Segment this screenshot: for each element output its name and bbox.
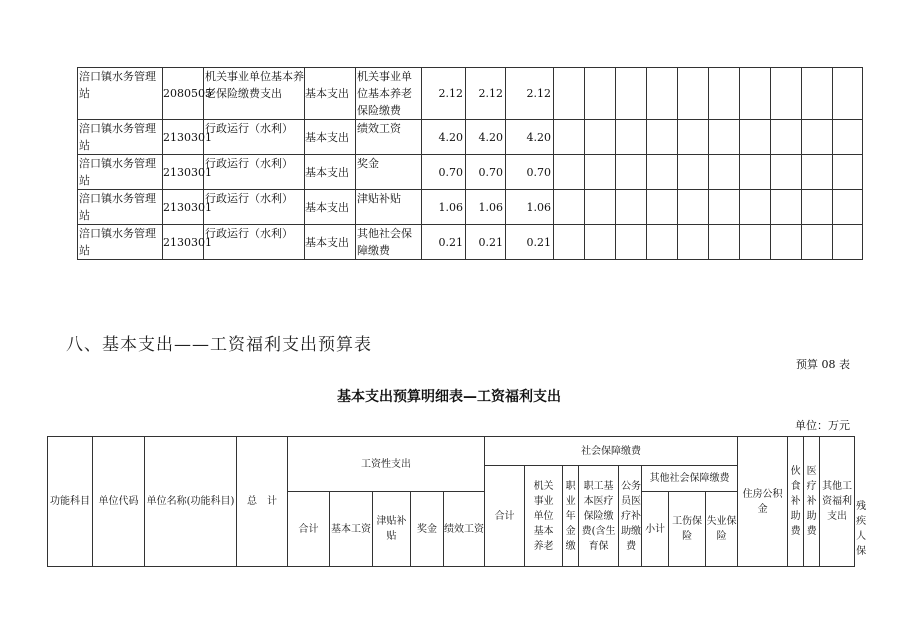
empty-cell (802, 155, 833, 190)
empty-cell (740, 155, 771, 190)
amount-subtotal-cell: 4.20 (466, 120, 506, 155)
amount-detail-cell: 0.21 (506, 225, 554, 260)
header-wage-total: 合计 (288, 492, 330, 567)
code-cell: 2080505 (163, 68, 204, 120)
empty-cell (833, 68, 863, 120)
empty-cell (740, 190, 771, 225)
header-total: 总 计 (237, 437, 288, 567)
header-meal: 伙食补助费 (788, 437, 804, 567)
empty-cell (647, 190, 678, 225)
empty-cell (678, 120, 709, 155)
table-row (78, 155, 863, 190)
empty-cell (802, 120, 833, 155)
empty-cell (678, 225, 709, 260)
amount-subtotal-cell: 0.21 (466, 225, 506, 260)
empty-cell (802, 68, 833, 120)
empty-cell (709, 225, 740, 260)
code-cell: 2130301 (163, 120, 204, 155)
header-civil-medical: 公务员医疗补助缴费 (619, 466, 642, 567)
header-func-subject: 功能科目 (48, 437, 93, 567)
empty-cell (771, 120, 802, 155)
empty-cell (554, 190, 585, 225)
empty-cell (833, 155, 863, 190)
empty-cell (771, 190, 802, 225)
amount-detail-cell: 0.70 (506, 155, 554, 190)
empty-cell (585, 190, 616, 225)
empty-cell (616, 68, 647, 120)
header-unit-code: 单位代码 (93, 437, 145, 567)
empty-cell (616, 155, 647, 190)
header-pension: 机关事业单位基本养老 (525, 466, 563, 567)
empty-cell (678, 155, 709, 190)
empty-cell (585, 225, 616, 260)
empty-cell (740, 225, 771, 260)
header-social-total: 合计 (485, 466, 525, 567)
header-merit: 绩效工资 (444, 492, 485, 567)
amount-total-cell: 0.21 (422, 225, 466, 260)
header-injury: 工伤保险 (669, 492, 706, 567)
amount-detail-cell: 4.20 (506, 120, 554, 155)
header-bonus: 奖金 (411, 492, 444, 567)
header-other-social: 其他社会保障缴费 (642, 466, 738, 492)
header-unemployment: 失业保险 (706, 492, 738, 567)
empty-cell (709, 190, 740, 225)
empty-cell (833, 120, 863, 155)
empty-cell (554, 155, 585, 190)
func-name-cell: 行政运行（水利） (204, 225, 305, 260)
table-title: 基本支出预算明细表—工资福利支出 (337, 389, 561, 405)
empty-cell (802, 225, 833, 260)
unit-name-cell: 涪口镇水务管理站 (78, 155, 163, 190)
func-name-cell: 行政运行（水利） (204, 120, 305, 155)
category-cell: 基本支出 (305, 155, 356, 190)
empty-cell (678, 68, 709, 120)
empty-cell (709, 68, 740, 120)
empty-cell (771, 155, 802, 190)
table-row (78, 225, 863, 260)
section-title: 八、基本支出——工资福利支出预算表 (66, 335, 372, 355)
wage-welfare-header-table: 功能科目 单位代码 单位名称(功能科目) 总 计 工资性支出 社会保障缴费 住房公积金 伙食补助费 医疗补助费 其他工资福利支出 合计 机关事业单位基本养老 职业年金缴 职工基本医疗保险缴费(含生育保 公务员医疗补助缴费 其他社会保障缴费 合计 基本工资 津贴补贴 奖金 绩效工资 小计 工伤保险 失业保险 残疾人保 (47, 436, 855, 567)
table-number: 预算 08 表 (796, 358, 850, 371)
func-name-cell: 行政运行（水利） (204, 190, 305, 225)
table-row (78, 68, 863, 120)
empty-cell (709, 120, 740, 155)
header-medical: 医疗补助费 (804, 437, 820, 567)
empty-cell (647, 155, 678, 190)
header-social: 社会保障缴费 (485, 437, 738, 466)
amount-total-cell: 4.20 (422, 120, 466, 155)
header-subtotal: 小计 (642, 492, 669, 567)
empty-cell (554, 68, 585, 120)
empty-cell (647, 225, 678, 260)
empty-cell (585, 155, 616, 190)
expenditure-detail-table (77, 67, 863, 260)
table-row (78, 190, 863, 225)
func-name-cell: 行政运行（水利） (204, 155, 305, 190)
unit-name-cell: 涪口镇水务管理站 (78, 190, 163, 225)
empty-cell (585, 120, 616, 155)
amount-total-cell: 2.12 (422, 68, 466, 120)
item-cell: 其他社会保障缴费 (356, 225, 422, 260)
code-cell: 2130301 (163, 155, 204, 190)
unit-name-cell: 涪口镇水务管理站 (78, 225, 163, 260)
empty-cell (740, 120, 771, 155)
header-annuity: 职业年金缴 (563, 466, 579, 567)
table-row (78, 120, 863, 155)
header-wage: 工资性支出 (288, 437, 485, 492)
amount-subtotal-cell: 2.12 (466, 68, 506, 120)
empty-cell (647, 120, 678, 155)
empty-cell (616, 190, 647, 225)
code-cell: 2130301 (163, 225, 204, 260)
code-cell: 2130301 (163, 190, 204, 225)
empty-cell (554, 120, 585, 155)
header-medical-ins: 职工基本医疗保险缴费(含生育保 (579, 466, 619, 567)
amount-detail-cell: 2.12 (506, 68, 554, 120)
empty-cell (802, 190, 833, 225)
item-cell: 奖金 (356, 155, 422, 190)
empty-cell (771, 68, 802, 120)
amount-subtotal-cell: 0.70 (466, 155, 506, 190)
unit-name-cell: 涪口镇水务管理站 (78, 68, 163, 120)
empty-cell (554, 225, 585, 260)
category-cell: 基本支出 (305, 120, 356, 155)
empty-cell (616, 120, 647, 155)
amount-detail-cell: 1.06 (506, 190, 554, 225)
empty-cell (647, 68, 678, 120)
func-name-cell: 机关事业单位基本养老保险缴费支出 (204, 68, 305, 120)
category-cell: 基本支出 (305, 68, 356, 120)
item-cell: 绩效工资 (356, 120, 422, 155)
category-cell: 基本支出 (305, 225, 356, 260)
empty-cell (678, 190, 709, 225)
empty-cell (585, 68, 616, 120)
unit-label: 单位：万元 (795, 419, 850, 432)
category-cell: 基本支出 (305, 190, 356, 225)
empty-cell (833, 190, 863, 225)
amount-total-cell: 1.06 (422, 190, 466, 225)
item-cell: 机关事业单位基本养老保险缴费 (356, 68, 422, 120)
item-cell: 津贴补贴 (356, 190, 422, 225)
empty-cell (740, 68, 771, 120)
unit-name-cell: 涪口镇水务管理站 (78, 120, 163, 155)
header-allowance: 津贴补贴 (373, 492, 411, 567)
empty-cell (771, 225, 802, 260)
empty-cell (616, 225, 647, 260)
header-other-welfare: 其他工资福利支出 (820, 437, 855, 567)
empty-cell (833, 225, 863, 260)
amount-subtotal-cell: 1.06 (466, 190, 506, 225)
empty-cell (709, 155, 740, 190)
header-unit-name: 单位名称(功能科目) (145, 437, 237, 567)
header-housing: 住房公积金 (738, 437, 788, 567)
header-basic-wage: 基本工资 (330, 492, 373, 567)
amount-total-cell: 0.70 (422, 155, 466, 190)
